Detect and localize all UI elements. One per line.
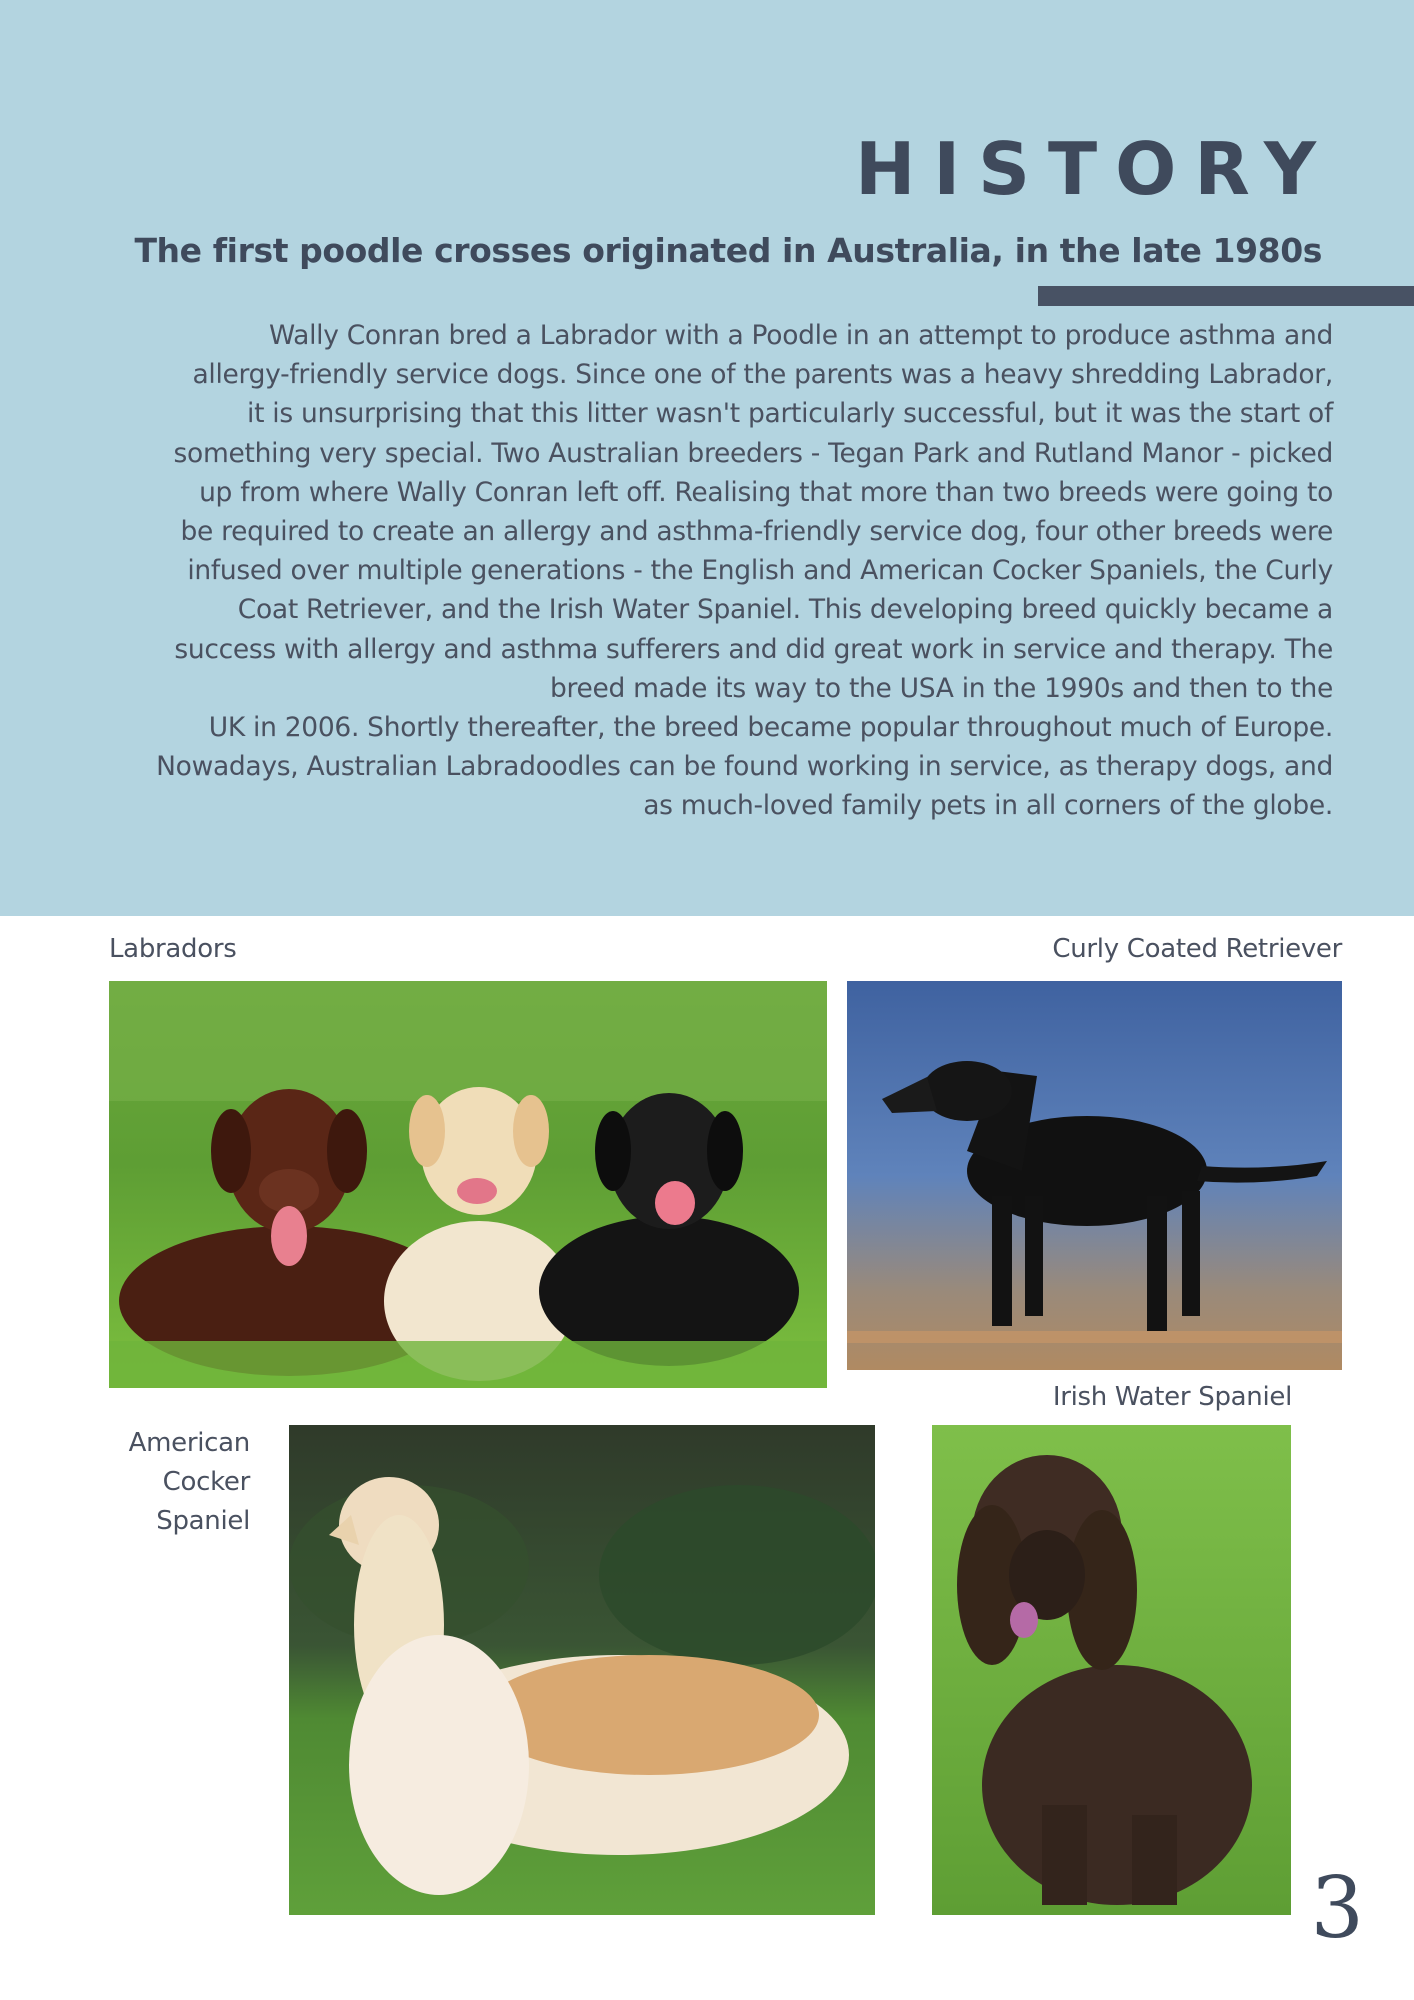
paragraph-line: UK in 2006. Shortly thereafter, the breed became popular throughout much of Europe. [208, 712, 1333, 744]
caption-irish-water-spaniel: Irish Water Spaniel [1052, 1382, 1292, 1412]
curly-coated-retriever-photo [847, 981, 1342, 1370]
caption-american-cocker-spaniel [100, 1424, 250, 1541]
paragraph-line: Nowadays, Australian Labradoodles can be found working in service, as therapy dogs, and [156, 751, 1333, 783]
paragraph-line: up from where Wally Conran left off. Realising that more than two breeds were going to [199, 476, 1333, 508]
paragraph-line: success with allergy and asthma sufferers and did great work in service and therapy. The [174, 633, 1333, 665]
caption-curly-coated-retriever: Curly Coated Retriever [1052, 934, 1342, 964]
page-number: 3 [1310, 1859, 1364, 1957]
history-paragraph [60, 316, 1333, 826]
paragraph-line: something very special. Two Australian breeders - Tegan Park and Rutland Manor - picked [173, 437, 1333, 469]
paragraph-line: Wally Conran bred a Labrador with a Poodle in an attempt to produce asthma and [268, 320, 1333, 351]
paragraph-line: allergy-friendly service dogs. Since one of the parents was a heavy shredding Labrador, [192, 359, 1333, 391]
paragraph-line: breed made its way to the USA in the 1990s and then to the [549, 672, 1333, 704]
paragraph-line: infused over multiple generations - the English and American Cocker Spaniels, the Curly [187, 555, 1333, 587]
labradors-photo [109, 981, 827, 1388]
caption-line: Cocker [162, 1467, 250, 1497]
caption-line: American [128, 1428, 250, 1458]
accent-bar [1038, 286, 1414, 306]
paragraph-line: it is unsurprising that this litter wasn't particularly successful, but it was the start of [247, 398, 1333, 430]
paragraph-line: as much-loved family pets in all corners of the globe. [643, 790, 1333, 822]
page-subtitle: The first poodle crosses originated in Australia, in the late 1980s [134, 231, 1322, 270]
caption-line: Spaniel [156, 1506, 250, 1536]
caption-labradors: Labradors [109, 934, 237, 964]
irish-water-spaniel-photo [932, 1425, 1291, 1915]
paragraph-line: Coat Retriever, and the Irish Water Spaniel. This developing breed quickly became a [237, 594, 1333, 626]
paragraph-line: be required to create an allergy and asthma-friendly service dog, four other breeds were [180, 516, 1333, 548]
american-cocker-spaniel-photo [289, 1425, 875, 1915]
page-title: HISTORY [855, 127, 1334, 211]
